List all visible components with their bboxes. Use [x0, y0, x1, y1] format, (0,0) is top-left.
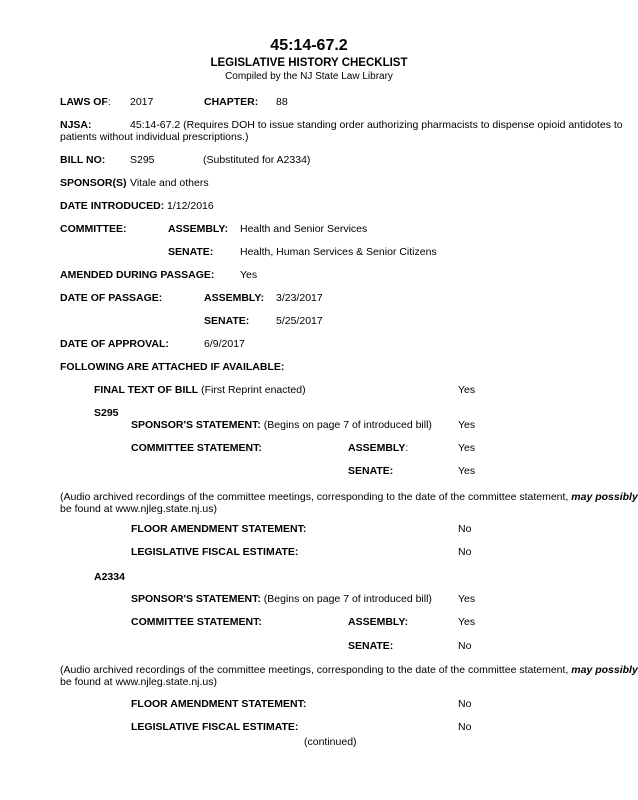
- s295-senate-value: Yes: [458, 465, 476, 477]
- a2334-senate-value: No: [458, 640, 472, 652]
- date-of-passage-label: DATE OF PASSAGE:: [60, 292, 163, 304]
- amended-value: Yes: [240, 269, 258, 281]
- final-text-label: FINAL TEXT OF BILL: [94, 384, 199, 396]
- s295-bill-label: S295: [94, 407, 119, 419]
- a2334-sponsor-stmt-value: Yes: [458, 593, 476, 605]
- laws-of-row: [60, 96, 111, 108]
- s295-assembly-value: Yes: [458, 442, 476, 454]
- njsa-line1: 45:14-67.2 (Requires DOH to issue standing order authorizing pharmacists to dispense opioid antidotes to: [130, 119, 623, 131]
- a2334-sponsor-stmt-note: (Begins on page 7 of introduced bill): [263, 593, 432, 605]
- njsa-line2: patients without individual prescriptions.): [60, 131, 249, 143]
- laws-of-colon: :: [107, 96, 111, 108]
- s295-audio-note-line1: [60, 491, 638, 503]
- s295-committee-stmt-label: COMMITTEE STATEMENT:: [131, 442, 262, 454]
- laws-of-year: 2017: [130, 96, 154, 108]
- final-text-row: [94, 384, 306, 396]
- s295-fiscal-label: LEGISLATIVE FISCAL ESTIMATE:: [131, 546, 299, 558]
- committee-assembly-value: Health and Senior Services: [240, 223, 368, 235]
- chapter-label: CHAPTER:: [204, 96, 259, 108]
- a2334-fiscal-value: No: [458, 721, 472, 733]
- s295-floor-value: No: [458, 523, 472, 535]
- sponsors-value: Vitale and others: [130, 177, 209, 189]
- s295-sponsor-stmt-note: (Begins on page 7 of introduced bill): [263, 419, 432, 431]
- bill-no-note: (Substituted for A2334): [203, 154, 311, 166]
- a2334-audio-note-line2: be found at www.njleg.state.nj.us): [60, 676, 218, 688]
- s295-assembly-label: ASSEMBLY: [348, 442, 406, 454]
- date-of-approval-value: 6/9/2017: [204, 338, 245, 350]
- s295-senate-label: SENATE:: [348, 465, 394, 477]
- a2334-bill-label: A2334: [94, 571, 125, 583]
- checklist-title: LEGISLATIVE HISTORY CHECKLIST: [210, 57, 408, 69]
- passage-senate-label: SENATE:: [204, 315, 250, 327]
- s295-audio-note-line2: be found at www.njleg.state.nj.us): [60, 503, 218, 515]
- date-introduced-label: DATE INTRODUCED:: [60, 200, 165, 212]
- sponsors-label: SPONSOR(S): [60, 177, 127, 189]
- a2334-sponsor-stmt-label: SPONSOR'S STATEMENT:: [131, 593, 261, 605]
- date-of-approval-label: DATE OF APPROVAL:: [60, 338, 169, 350]
- a2334-senate-label: SENATE:: [348, 640, 394, 652]
- passage-assembly-value: 3/23/2017: [276, 292, 323, 304]
- amended-label: AMENDED DURING PASSAGE:: [60, 269, 215, 281]
- a2334-audio-note-text: (Audio archived recordings of the committee meetings, corresponding to the date of the committee statement,: [60, 664, 572, 676]
- a2334-fiscal-label: LEGISLATIVE FISCAL ESTIMATE:: [131, 721, 299, 733]
- s295-audio-note-text: (Audio archived recordings of the committee meetings, corresponding to the date of the committee statement,: [60, 491, 572, 503]
- committee-label: COMMITTEE:: [60, 223, 127, 235]
- passage-assembly-label: ASSEMBLY:: [204, 292, 265, 304]
- a2334-assembly-value: Yes: [458, 616, 476, 628]
- laws-of-label: LAWS OF: [60, 96, 108, 108]
- chapter-value: 88: [276, 96, 288, 108]
- a2334-committee-stmt-label: COMMITTEE STATEMENT:: [131, 616, 262, 628]
- bill-no-value: S295: [130, 154, 155, 166]
- passage-senate-value: 5/25/2017: [276, 315, 323, 327]
- statute-title: 45:14-67.2: [270, 37, 348, 54]
- s295-floor-label: FLOOR AMENDMENT STATEMENT:: [131, 523, 307, 535]
- committee-senate-label: SENATE:: [168, 246, 214, 258]
- committee-senate-value: Health, Human Services & Senior Citizens: [240, 246, 437, 258]
- a2334-floor-value: No: [458, 698, 472, 710]
- s295-assembly-colon: :: [405, 442, 409, 454]
- a2334-assembly-label: ASSEMBLY:: [348, 616, 409, 628]
- committee-assembly-label: ASSEMBLY:: [168, 223, 229, 235]
- njsa-label: NJSA:: [60, 119, 92, 131]
- s295-sponsor-stmt-value: Yes: [458, 419, 476, 431]
- compiled-by: Compiled by the NJ State Law Library: [225, 71, 393, 82]
- s295-audio-note-emphasis: may possibly: [571, 491, 638, 503]
- a2334-sponsor-stmt-row: [131, 593, 432, 605]
- s295-sponsor-stmt-label: SPONSOR'S STATEMENT:: [131, 419, 261, 431]
- a2334-floor-label: FLOOR AMENDMENT STATEMENT:: [131, 698, 307, 710]
- s295-fiscal-value: No: [458, 546, 472, 558]
- attached-heading: FOLLOWING ARE ATTACHED IF AVAILABLE:: [60, 361, 285, 373]
- final-text-note: (First Reprint enacted): [201, 384, 306, 396]
- s295-assembly-row: [348, 442, 408, 454]
- bill-no-label: BILL NO:: [60, 154, 106, 166]
- a2334-audio-note-line1: [60, 664, 638, 676]
- final-text-value: Yes: [458, 384, 476, 396]
- a2334-audio-note-emphasis: may possibly: [571, 664, 638, 676]
- s295-sponsor-stmt-row: [131, 419, 432, 431]
- date-introduced-value: 1/12/2016: [167, 200, 214, 212]
- continued-note: (continued): [304, 736, 357, 748]
